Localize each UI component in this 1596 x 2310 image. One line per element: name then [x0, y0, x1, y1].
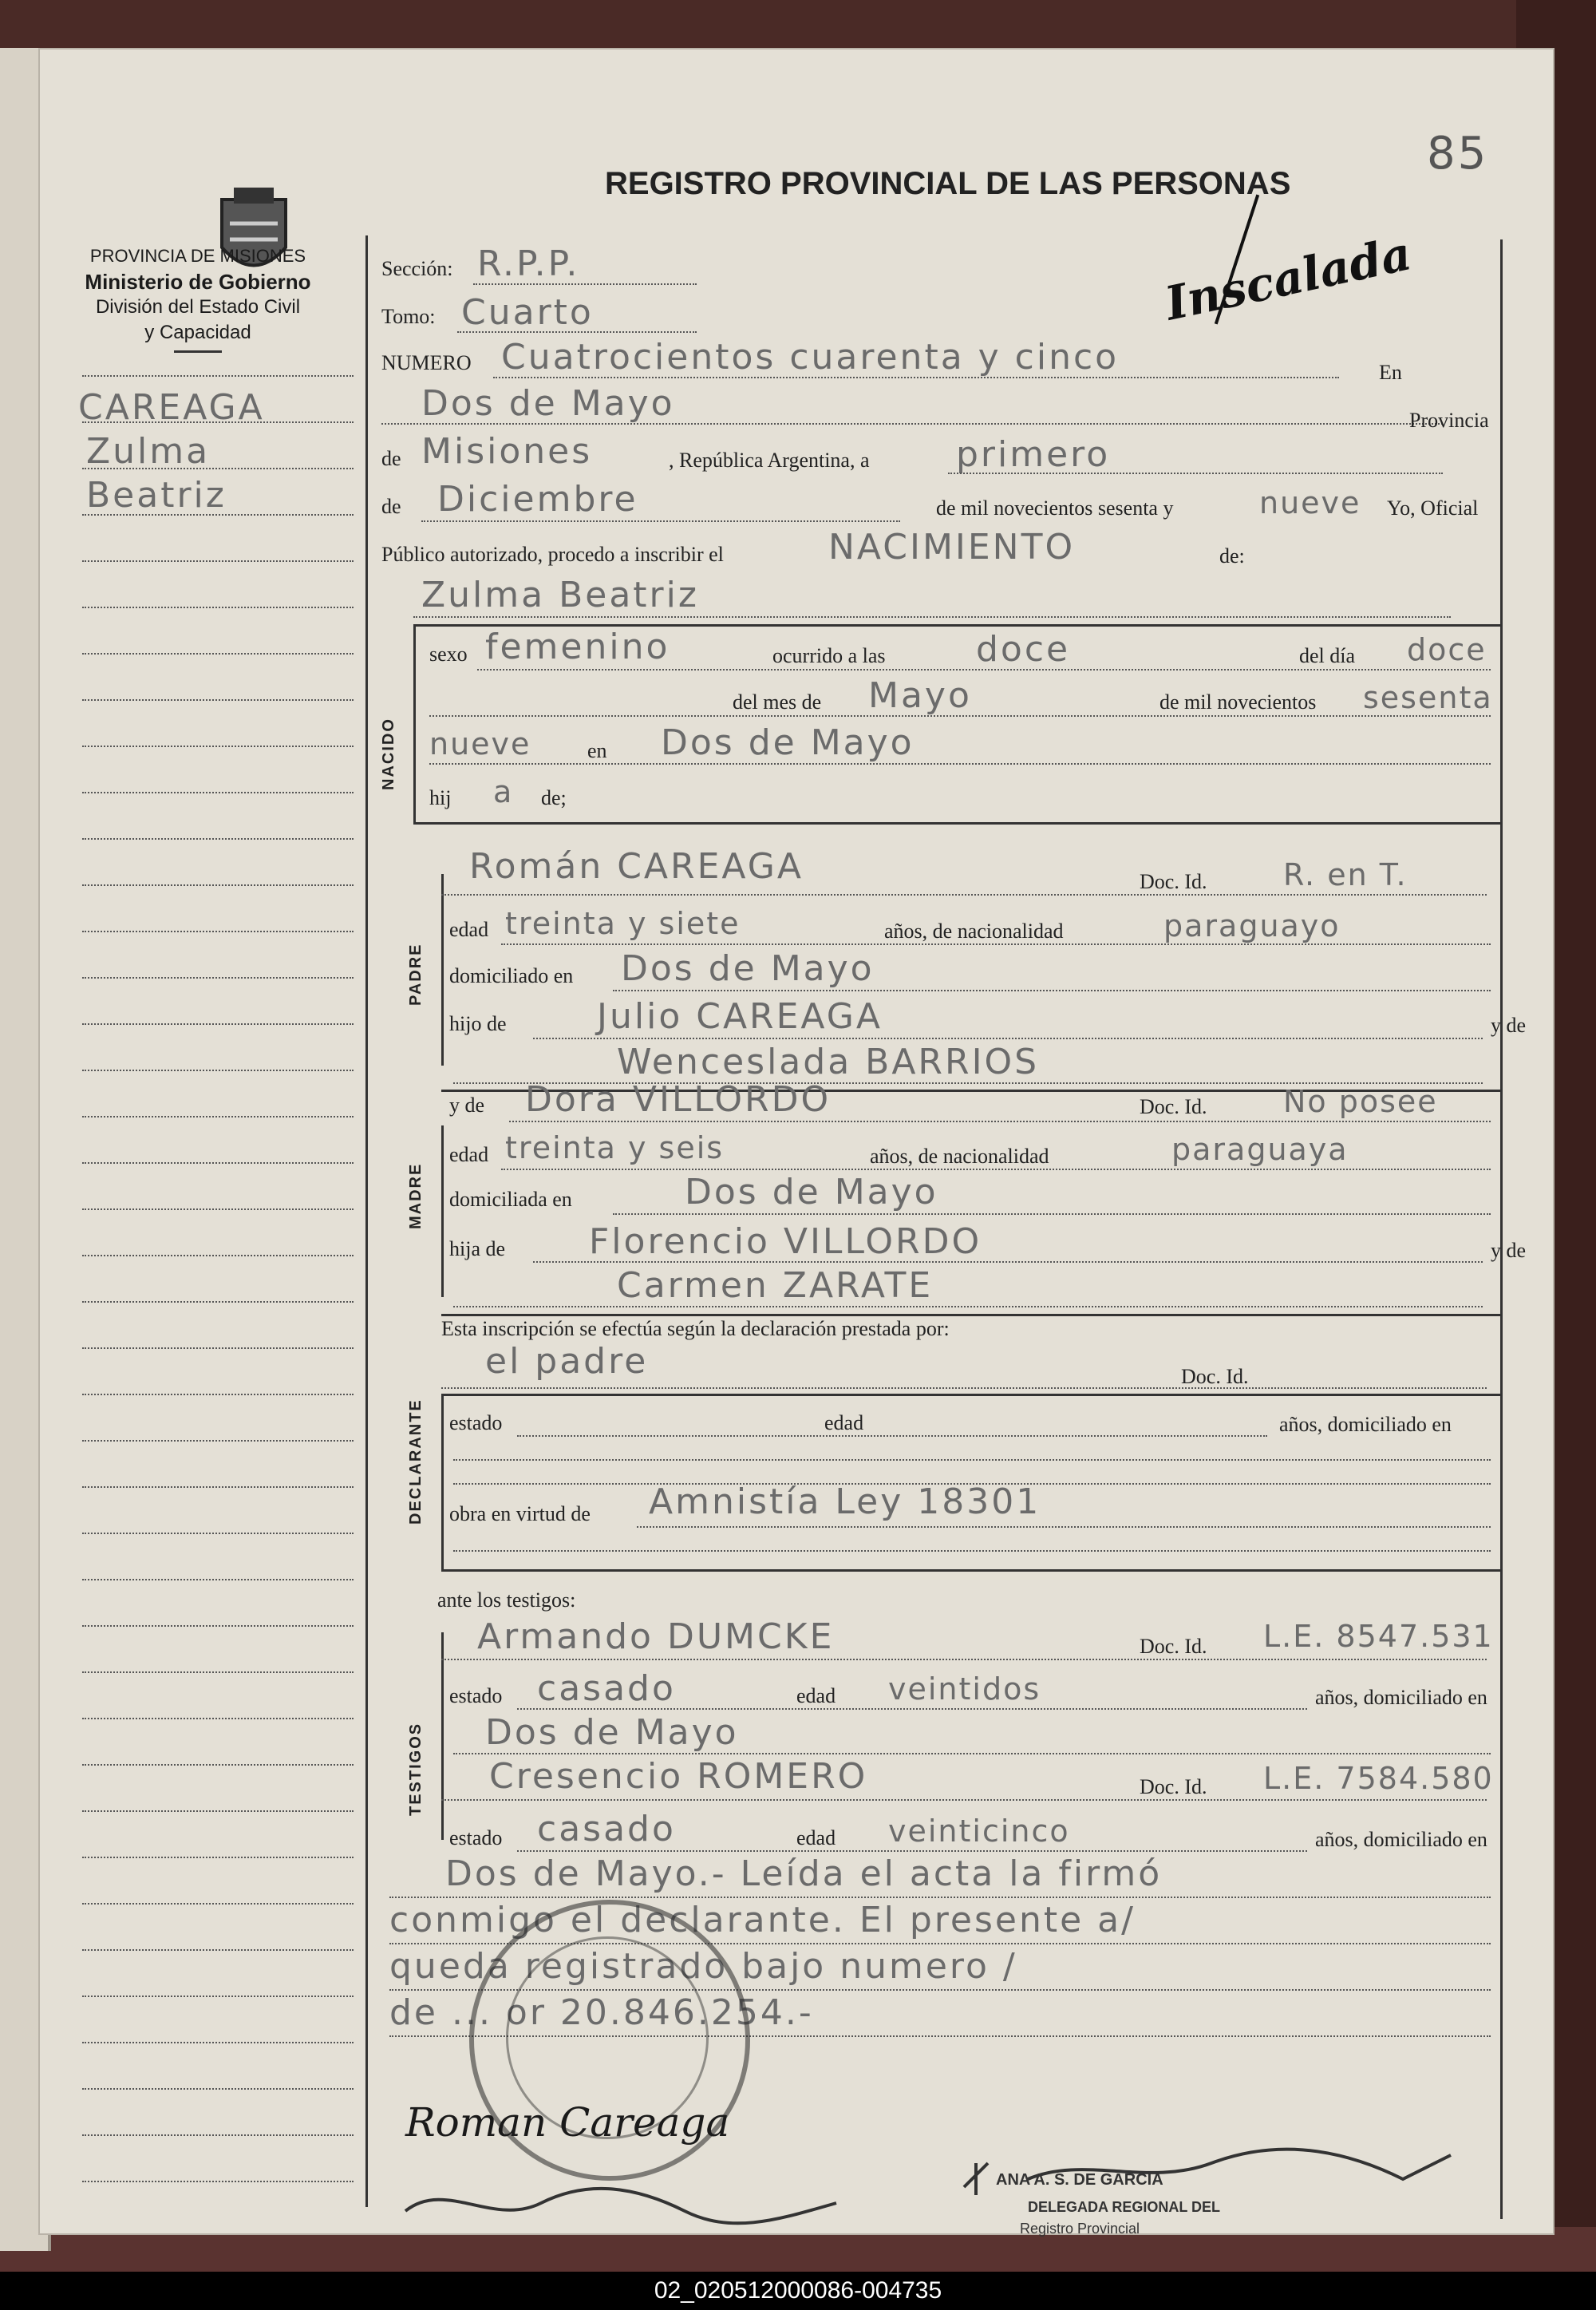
testigo2-estado-label: estado: [449, 1826, 503, 1849]
madre-bracket: [441, 1125, 444, 1297]
testigo2-nombre: Cresencio ROMERO: [489, 1756, 868, 1797]
margin-rule: [82, 607, 354, 608]
madre-yde-label: y de: [449, 1094, 485, 1117]
margin-rule: [82, 838, 354, 840]
margin-rule: [82, 1023, 354, 1025]
margin-rule: [82, 421, 354, 423]
margin-rule: [82, 1486, 354, 1488]
testigo2-doc-label: Doc. Id.: [1140, 1775, 1207, 1798]
margin-surname: CAREAGA: [78, 387, 265, 428]
margin-rule: [82, 699, 354, 701]
nota-line1: Dos de Mayo.- Leída el acta la firmó: [445, 1853, 1163, 1894]
testigo1-dom-value: Dos de Mayo: [485, 1712, 739, 1753]
margin-rule: [82, 560, 354, 562]
tomo-line: [457, 331, 697, 333]
nacido-section-label: NACIDO: [380, 718, 397, 790]
annotation-inscalada: Inscalada: [1160, 226, 1416, 331]
madre-doc-label: Doc. Id.: [1140, 1095, 1207, 1118]
declarante-intro: Esta inscripción se efectúa según la declaración prestada por:: [441, 1317, 950, 1340]
padre-nombre-line: [441, 894, 1487, 896]
header-divider: [174, 350, 222, 353]
testigos-intro: ante los testigos:: [437, 1588, 576, 1612]
testigo1-nombre: Armando DUMCKE: [477, 1616, 835, 1657]
declarante-obra-line2: [453, 1550, 1491, 1552]
margin-rule: [82, 514, 354, 516]
nacido-nombre-line: [413, 616, 1451, 618]
padre-hijo-label: hijo de: [449, 1012, 507, 1035]
nota-line3: queda registrado bajo numero /: [389, 1946, 1017, 1987]
anio1-value: sesenta: [1363, 680, 1493, 715]
nota-line2: conmigo el declarante. El presente a/: [389, 1900, 1136, 1940]
margin-rule: [82, 1533, 354, 1534]
testigo1-doc-label: Doc. Id.: [1140, 1635, 1207, 1658]
declarante-obra-line: [637, 1526, 1491, 1528]
dia-label: del día: [1299, 644, 1356, 667]
numero-line: [493, 377, 1339, 378]
margin-rule: [82, 746, 354, 747]
padre-nac-value: paraguayo: [1163, 908, 1341, 943]
declarante-section-label: DECLARANTE: [407, 1398, 425, 1525]
lugar-nacido-line: [429, 763, 1491, 765]
padre-hijo-line: [533, 1038, 1483, 1039]
margin-rule: [82, 1671, 354, 1673]
padre-doc-value: R. en T.: [1283, 857, 1408, 892]
sello-nombre: ANA A. S. DE GARCIA: [996, 2171, 1163, 2189]
padre-edad-line: [501, 943, 1491, 945]
testigo1-nombre-line: [441, 1659, 1487, 1660]
madre-edad-value: treinta y seis: [505, 1130, 725, 1165]
margin-rule: [82, 468, 354, 469]
margin-rule: [82, 1579, 354, 1580]
padre-edad-label: edad: [449, 918, 489, 941]
margin-name2: Beatriz: [86, 475, 227, 516]
margin-rule: [82, 1996, 354, 1997]
header-capacity: y Capacidad: [144, 322, 251, 343]
padre-section-label: PADRE: [407, 943, 425, 1006]
declarante-nombre: el padre: [485, 1341, 649, 1382]
padre-nac-label: años, de nacionalidad: [884, 920, 1064, 943]
margin-rule: [82, 977, 354, 979]
de-label-2: de: [381, 495, 401, 518]
madre-hija-line: [533, 1261, 1483, 1263]
declarante-obra-value: Amnistía Ley 18301: [649, 1481, 1041, 1522]
testigo2-estado-value: casado: [537, 1809, 676, 1849]
margin-rule: [82, 931, 354, 932]
madre-madre-line: [453, 1306, 1483, 1307]
padre-bracket: [441, 874, 444, 1066]
madre-dom-value: Dos de Mayo: [685, 1172, 938, 1212]
anio-value: nueve: [1259, 485, 1361, 520]
padre-edad-value: treinta y siete: [505, 906, 741, 941]
publico-label: Público autorizado, procedo a inscribir el: [381, 543, 724, 566]
testigo1-estado-line: [517, 1708, 1307, 1710]
madre-madre-value: Carmen ZARATE: [617, 1265, 934, 1306]
lugar-line: [381, 423, 1443, 425]
oficial-label: Yo, Oficial: [1387, 496, 1479, 520]
seccion-value: R.P.P.: [477, 243, 580, 284]
en-label: En: [1379, 361, 1402, 384]
testigo1-edad-value: veintidos: [888, 1671, 1041, 1707]
madre-bottom-rule: [441, 1314, 1500, 1316]
madre-nombre-line: [509, 1121, 1491, 1122]
declarante-doc-label: Doc. Id.: [1181, 1365, 1249, 1388]
margin-name1: Zulma: [86, 431, 211, 472]
padre-padre-value: Julio CAREAGA: [597, 996, 883, 1037]
nota-line4: de ... or 20.846.254.-: [389, 1992, 814, 2033]
margin-rule: [82, 1116, 354, 1117]
testigo1-dom-line: [453, 1753, 1491, 1754]
declarante-estado-label: estado: [449, 1411, 503, 1434]
page-title: REGISTRO PROVINCIAL DE LAS PERSONAS: [605, 166, 1291, 201]
seccion-line: [473, 283, 697, 285]
madre-padre-value: Florencio VILLORDO: [589, 1221, 982, 1262]
margin-rule: [82, 1255, 354, 1256]
margin-rule: [82, 1718, 354, 1719]
republica-label: , República Argentina, a: [669, 449, 870, 472]
madre-dom-line: [613, 1213, 1491, 1215]
nota-line1-rule: [389, 1897, 1491, 1898]
madre-edad-line: [501, 1169, 1491, 1170]
header-province: PROVINCIA DE MISIONES: [89, 246, 306, 266]
nacido-bracket: [413, 624, 416, 824]
margin-rule: [82, 1394, 354, 1395]
testigo1-estado-value: casado: [537, 1668, 676, 1709]
hij-label: hij: [429, 786, 452, 809]
header-division: División del Estado Civil: [95, 296, 301, 318]
margin-rule: [82, 1903, 354, 1905]
testigos-section-label: TESTIGOS: [407, 1722, 425, 1816]
testigo2-edad-value: veinticinco: [888, 1814, 1070, 1849]
nacido-bottom-rule: [413, 822, 1500, 825]
dia-line: [948, 473, 1443, 474]
declarante-obra-label: obra en virtud de: [449, 1502, 591, 1525]
header-ministry: Ministerio de Gobierno: [85, 270, 311, 294]
padre-doc-label: Doc. Id.: [1140, 870, 1207, 893]
margin-rule: [82, 2088, 354, 2090]
madre-section-label: MADRE: [407, 1162, 425, 1229]
margin-rule: [82, 1810, 354, 1812]
provincia-label: Provincia: [1409, 409, 1489, 432]
testigo2-nombre-line: [441, 1799, 1487, 1801]
en-nacido-label: en: [587, 739, 607, 762]
madre-nombre: Dora VILLORDO: [525, 1079, 832, 1120]
padre-nombre: Román CAREAGA: [469, 846, 804, 887]
mes-label: del mes de: [733, 690, 822, 714]
madre-doc-value: No posee: [1283, 1084, 1438, 1119]
margin-rule: [82, 1301, 354, 1303]
official-signature-icon: [956, 2139, 1475, 2203]
margin-rule: [82, 1625, 354, 1627]
testigo2-edad-label: edad: [796, 1826, 836, 1849]
header-left: [38, 243, 358, 358]
madre-yde2-label: y de: [1491, 1239, 1527, 1262]
mes-nacido-line: [429, 715, 1491, 717]
padre-madre-value: Wenceslada BARRIOS: [617, 1042, 1040, 1082]
de-colon-label: de:: [1219, 544, 1245, 568]
declarante-dom-line: [453, 1459, 1491, 1461]
numero-value: Cuatrocientos cuarenta y cinco: [501, 337, 1120, 378]
provincia-value: Misiones: [421, 431, 593, 472]
declarante-dom-label: años, domiciliado en: [1279, 1413, 1452, 1436]
testigo2-estado-line: [517, 1850, 1307, 1852]
mil-label: de mil novecientos sesenta y: [936, 496, 1174, 520]
declarante-bracket: [441, 1394, 444, 1569]
margin-rule: [82, 2181, 354, 2182]
mes-line: [421, 520, 900, 522]
lugar-nacido-value: Dos de Mayo: [661, 722, 915, 763]
tomo-label: Tomo:: [381, 305, 436, 328]
declarante-estado-line: [517, 1435, 1267, 1437]
signature-padre: Roman Careaga: [405, 2099, 730, 2146]
margin-rule: [82, 1162, 354, 1164]
mes-nacido-value: Mayo: [868, 675, 972, 716]
margin-rule: [82, 1857, 354, 1858]
sello-texto: DELEGADA REGIONAL DEL: [1028, 2199, 1221, 2215]
madre-nac-value: paraguaya: [1171, 1132, 1349, 1167]
de-semi-label: de;: [541, 786, 567, 809]
declarante-edad-label: edad: [824, 1411, 864, 1434]
sexo-line: [477, 669, 1491, 670]
madre-nac-label: años, de nacionalidad: [870, 1145, 1049, 1168]
frame-left-line: [365, 235, 368, 2207]
signature-scribble-icon: [397, 2171, 844, 2235]
dia-nacido-value: doce: [1407, 632, 1487, 667]
margin-rule: [82, 653, 354, 655]
numero-label: NUMERO: [381, 351, 472, 374]
margin-rule: [82, 884, 354, 886]
sexo-label: sexo: [429, 643, 468, 666]
sexo-value: femenino: [485, 627, 670, 667]
testigo2-doc-value: L.E. 7584.580: [1263, 1761, 1494, 1796]
margin-rule: [82, 792, 354, 793]
testigo1-edad-label: edad: [796, 1684, 836, 1707]
testigo1-doc-value: L.E. 8547.531: [1263, 1619, 1494, 1654]
margin-rule: [82, 1764, 354, 1766]
declarante-top-rule: [441, 1394, 1500, 1396]
declarante-bottom-rule: [441, 1569, 1500, 1572]
margin-rule: [82, 375, 354, 377]
frame-right-line: [1500, 239, 1503, 2219]
margin-rule: [82, 2134, 354, 2136]
sello-inferior: Registro Provincial: [1020, 2221, 1140, 2237]
margin-rule: [82, 1070, 354, 1071]
image-caption: 02_020512000086-004735: [0, 2272, 1596, 2310]
padre-yde-label: y de: [1491, 1014, 1527, 1037]
hora-value: doce: [976, 629, 1071, 670]
page-number: 85: [1427, 128, 1489, 180]
nacido-nombre: Zulma Beatriz: [421, 575, 699, 615]
madre-dom-label: domiciliada en: [449, 1188, 572, 1211]
padre-dom-label: domiciliado en: [449, 964, 574, 987]
madre-edad-label: edad: [449, 1143, 489, 1166]
margin-rule: [82, 1208, 354, 1210]
testigo2-dom-label: años, domiciliado en: [1315, 1828, 1487, 1851]
padre-dom-line: [613, 990, 1491, 991]
testigo1-estado-label: estado: [449, 1684, 503, 1707]
madre-hija-label: hija de: [449, 1237, 506, 1260]
padre-dom-value: Dos de Mayo: [621, 948, 875, 989]
testigo1-dom-label: años, domiciliado en: [1315, 1686, 1487, 1709]
seccion-label: Sección:: [381, 257, 453, 280]
testigos-bracket: [441, 1632, 444, 1840]
margin-rule: [82, 1347, 354, 1349]
dia-value: primero: [956, 434, 1111, 475]
lugar-value: Dos de Mayo: [421, 383, 675, 424]
acto-value: NACIMIENTO: [828, 527, 1076, 568]
tomo-value: Cuarto: [461, 292, 594, 333]
mil-nacido-label: de mil novecientos: [1159, 690, 1317, 714]
mes-value: Diciembre: [437, 479, 638, 520]
document-page: [38, 48, 1555, 2235]
margin-rule: [82, 1440, 354, 1442]
declarante-nombre-line: [441, 1387, 1487, 1389]
de-label-1: de: [381, 447, 401, 470]
anio2-value: nueve: [429, 726, 531, 761]
hij-suffix: a: [493, 774, 514, 809]
margin-rule: [82, 1949, 354, 1951]
hora-label: ocurrido a las: [772, 644, 886, 667]
margin-rule: [82, 2042, 354, 2043]
